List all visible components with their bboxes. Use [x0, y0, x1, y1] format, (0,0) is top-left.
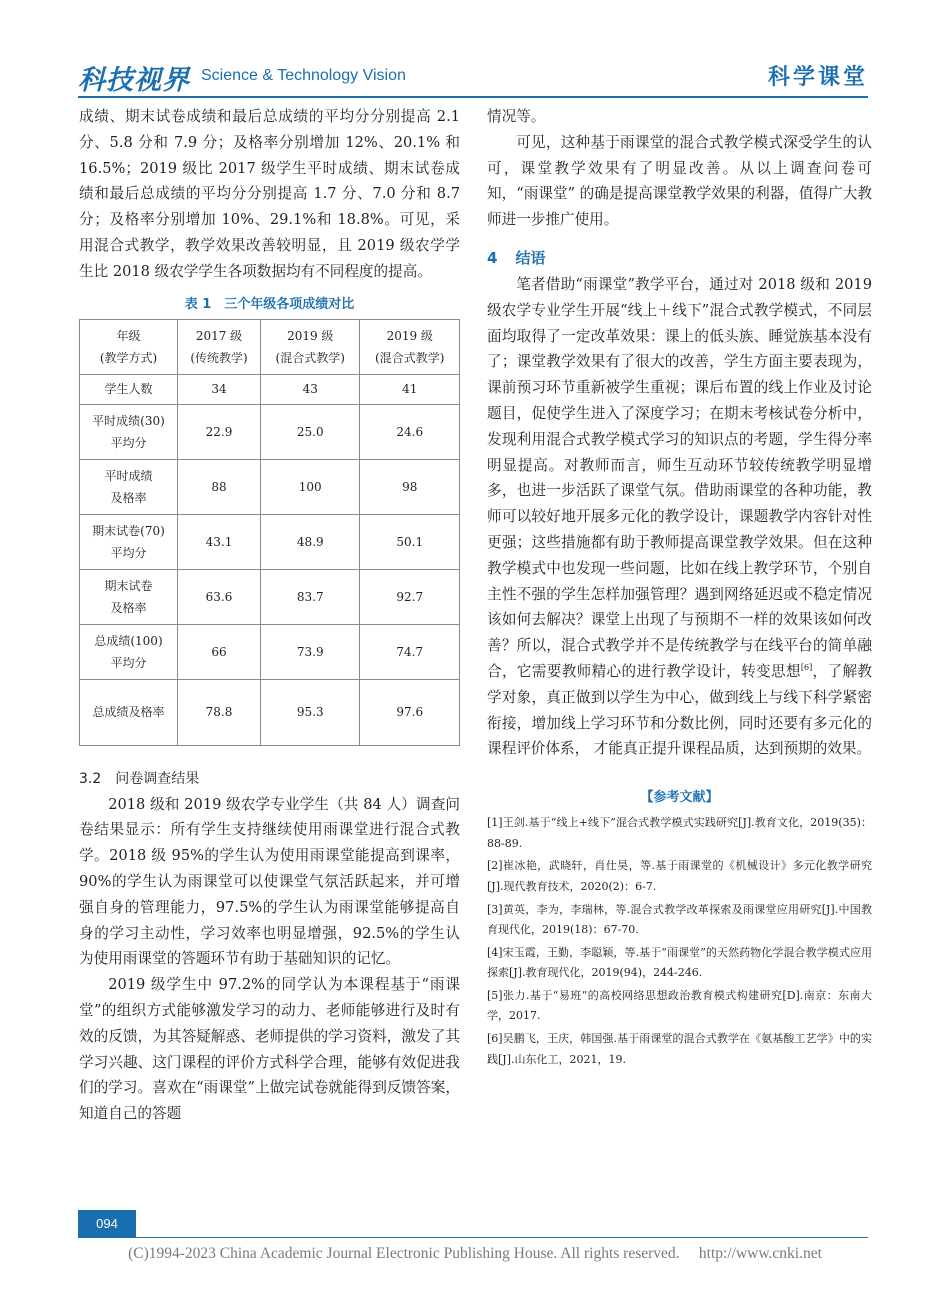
- right-column: [487, 104, 872, 1072]
- header-line: 2019 级: [287, 328, 334, 343]
- row-label: [80, 514, 178, 569]
- label-line: 期末试卷(70): [92, 523, 165, 538]
- table-cell: 97.6: [360, 679, 460, 745]
- header-line: (传统教学): [190, 350, 248, 365]
- paragraph: 可见，这种基于雨课堂的混合式教学模式深受学生的认可，课堂教学效果有了明显改善。从以上调查问卷可知，“雨课堂” 的确是提高课堂教学效果的利器，值得广大教师进一步推广使用。: [487, 133, 872, 229]
- row-label: [80, 679, 178, 745]
- reference-item: [3]黄英，李为，李瑞林，等.混合式教学改革探索及雨课堂应用研究[J].中国教育现代化，2019(18)：67-70.: [487, 902, 872, 937]
- references-heading: 【参考文献】: [640, 790, 719, 806]
- header-divider: [78, 96, 868, 98]
- header-line: (混合式教学): [275, 350, 345, 365]
- table-cell: 95.3: [261, 679, 360, 745]
- section-title: 问卷调查结果: [115, 770, 200, 787]
- section-title: 结语: [515, 248, 546, 267]
- row-label: [80, 569, 178, 624]
- table-header-cell: [178, 319, 261, 374]
- left-column: [79, 104, 460, 1127]
- table-cell: 48.9: [261, 514, 360, 569]
- reference-list: [487, 813, 872, 1070]
- table-cell: 34: [178, 374, 261, 404]
- label-line: 平均分: [110, 545, 147, 560]
- table-row: [80, 679, 460, 745]
- table-cell: 100: [261, 459, 360, 514]
- header-line: 2019 级: [386, 328, 433, 343]
- paragraph: 2018 级和 2019 级农学专业学生（共 84 人）调查问卷结果显示：所有学生支持继续使用雨课堂进行混合式教学。2018 级 95%的学生认为使用雨课堂能提高到课率，90%的学生认为雨课堂可以使课堂气氛活跃起来，并可增强自身的管理能力，97.5%的学生认为雨课堂能够提高自身的学习主动性，学习效率也明显增强，92.5%的学生认为使用雨课堂的答题环节有助于基础知识的记忆。: [79, 795, 460, 968]
- section-heading: [79, 768, 460, 788]
- row-label: [80, 374, 178, 404]
- label-line: 平时成绩(30): [92, 413, 165, 428]
- table-header-cell: [80, 319, 178, 374]
- header-line: 2017 级: [195, 328, 243, 343]
- table-cell: 88: [178, 459, 261, 514]
- table-cell: 66: [178, 624, 261, 679]
- paragraph: 2019 级学生中 97.2%的同学认为本课程基于“雨课堂”的组织方式能够激发学习的动力、老师能够进行及时有效的反馈，为其答疑解惑、老师提供的学习资料，激发了其学习兴趣、这门课程的评价方式科学合理，能够有效促进我们的学习。喜欢在“雨课堂”上做完试卷就能得到反馈答案，知道自己的答题: [79, 976, 460, 1123]
- reference-item: [2]崔冰艳，武晓轩，肖仕昊，等.基于雨课堂的《机械设计》多元化教学研究[J].现代教育技术，2020(2)：6-7.: [487, 859, 872, 893]
- page-number: 094: [78, 1210, 136, 1238]
- table-cell: 25.0: [261, 404, 360, 459]
- table-cell: 83.7: [261, 569, 360, 624]
- paragraph: 成绩、期末试卷成绩和最后总成绩的平均分分别提高 2.1 分、5.8 分和 7.9 分；及格率分别增加 12%、20.1% 和 16.5%；2019 级比 2017 级学生平时成绩、期末试卷成绩和最后总成绩的平均分分别提高 1.7 分、7.0 分和 8.7 分；及格率分别增加 10%、29.1%和 18.8%。可见，采用混合式教学，教学效果改善较明显，且 2019 级农学学生比 2018 级农学学生各项数据均有不同程度的提高。: [79, 108, 460, 280]
- footer-divider: [136, 1237, 868, 1238]
- table-row: [80, 459, 460, 514]
- label-line: 平时成绩: [104, 468, 153, 483]
- paragraph-text: 笔者借助“雨课堂”教学平台，通过对 2018 级和 2019 级农学专业学生开展“线上＋线下”混合式教学模式，不同层面均取得了一定改革效果：课上的低头族、睡觉族基本没有了；课堂教学效果有了很大的改善，学生方面主要表现为，课前预习环节重新被学生重视；课后布置的线上作业及讨论题目，促使学生进入了深度学习；在期末考核试卷分析中，发现利用混合式教学模式学习的知识点的考题，学生得分率明显提高。对教师而言，师生互动环节较传统教学明显增多，也进一步活跃了课堂气氛。借助雨课堂的各种功能，教师可以较好地开展多元化的教学设计，课题教学内容针对性更强；这些措施都有助于教师提高课堂教学效果。但在这种教学模式中也发现一些问题，比如在线上教学环节，个别自主性不强的学生怎样加强管理？遇到网络延迟或不稳定情况该如何去解决？课堂上出现了与预期不一样的效果该如何改善？所以，混合式教学并不是传统教学与在线平台的简单融合，它需要教师精心的进行教学设计，转变思想: [487, 275, 872, 680]
- row-label: [80, 624, 178, 679]
- row-label: [80, 404, 178, 459]
- table-cell: 24.6: [360, 404, 460, 459]
- row-label: [80, 459, 178, 514]
- paragraph-text: ，了解教学对象，真正做到以学生为中心，做到线上与线下科学紧密衔接，增加线上学习环节和分数比例，同时还要有多元化的课程评价体系， 才能真正提升课程品质，达到预期的效果。: [487, 662, 872, 758]
- table-cell: 73.9: [261, 624, 360, 679]
- table-cell: 41: [360, 374, 460, 404]
- journal-english-name: Science & Technology Vision: [201, 67, 406, 84]
- table-cell: 22.9: [178, 404, 261, 459]
- label-line: 总成绩及格率: [92, 705, 165, 720]
- table-cell: 98: [360, 459, 460, 514]
- table-header-cell: [360, 319, 460, 374]
- label-line: 期末试卷: [104, 578, 153, 593]
- section-heading: [487, 247, 872, 268]
- scores-table: [79, 319, 460, 746]
- label-line: 平均分: [110, 435, 147, 450]
- label-line: 及格率: [110, 490, 147, 505]
- label-line: 总成绩(100): [94, 633, 163, 648]
- table-cell: 74.7: [360, 624, 460, 679]
- table-cell: 43: [261, 374, 360, 404]
- reference-item: [4]宋玉霞，王勤，李聪颖，等.基于“雨课堂”的天然药物化学混合教学模式应用探索[J].教育现代化，2019(94)，244-246.: [487, 945, 872, 980]
- header-line: 年级: [116, 328, 141, 343]
- journal-logo: 科技视界: [78, 65, 190, 96]
- table-row: [80, 514, 460, 569]
- copyright-notice: (C)1994-2023 China Academic Journal Electronic Publishing House. All rights reserved. http://www.cnki.net: [128, 1245, 822, 1262]
- header-line: (混合式教学): [375, 350, 445, 365]
- header-line: (教学方式): [99, 350, 158, 365]
- section-number: 3.2: [79, 770, 102, 787]
- table-header-row: [80, 319, 460, 374]
- reference-item: [1]王剑.基于“线上+线下”混合式教学模式实践研究[J].教育文化，2019(35)：88-89.: [487, 816, 872, 850]
- table-row: [80, 624, 460, 679]
- label-line: 学生人数: [104, 382, 153, 397]
- table-row: [80, 374, 460, 404]
- reference-item: [5]张力.基于“易班”的高校网络思想政治教育模式构建研究[D].南京：东南大学，2017.: [487, 988, 872, 1023]
- label-line: 及格率: [110, 600, 147, 615]
- section-title: 科学课堂: [767, 65, 868, 90]
- table-caption: 表 1 三个年级各项成绩对比: [184, 296, 355, 312]
- reference-item: [6]吴鹏飞，王庆，韩国强.基于雨课堂的混合式教学在《氨基酸工艺学》中的实践[J].山东化工，2021，19.: [487, 1032, 872, 1066]
- table-cell: 50.1: [360, 514, 460, 569]
- table-cell: 63.6: [178, 569, 261, 624]
- table-row: [80, 569, 460, 624]
- paragraph: [487, 272, 872, 762]
- section-number: 4: [487, 248, 498, 267]
- citation-marker[interactable]: [6]: [800, 663, 813, 673]
- table-cell: 78.8: [178, 679, 261, 745]
- label-line: 平均分: [110, 655, 147, 670]
- paragraph: 情况等。: [487, 108, 546, 125]
- table-header-cell: [261, 319, 360, 374]
- table-row: [80, 404, 460, 459]
- table-cell: 92.7: [360, 569, 460, 624]
- table-cell: 43.1: [178, 514, 261, 569]
